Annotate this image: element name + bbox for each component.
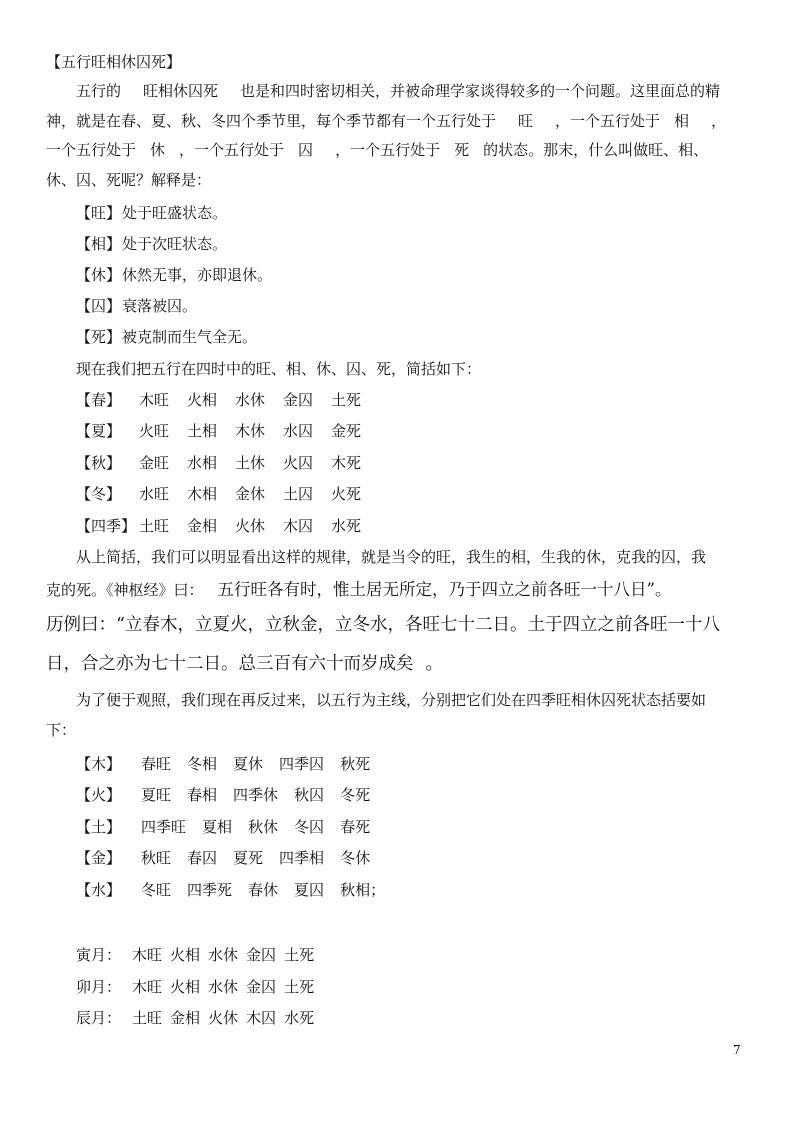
rule-text: 。 <box>425 654 443 674</box>
season-key: 【夏】 <box>76 422 122 440</box>
month-cell: 金囚 <box>246 946 277 964</box>
season-cell: 火旺 <box>139 422 170 440</box>
element-cell: 夏相 <box>202 817 233 836</box>
seasons-table <box>46 385 746 543</box>
season-cell: 金相 <box>187 516 218 535</box>
rule-text: 克的死。《神枢经》曰： <box>46 581 204 599</box>
season-cell: 火休 <box>235 516 266 535</box>
season-cell: 木相 <box>187 485 218 503</box>
element-cell: 冬囚 <box>294 817 325 836</box>
elements-intro <box>46 684 746 746</box>
definition-row <box>46 291 746 322</box>
rule-quote: 五行旺各有时，惟土居无所定，乃于四立之前各旺一十八日”。 <box>217 580 672 599</box>
season-cell: 木囚 <box>283 516 314 535</box>
intro-line-1 <box>46 77 746 107</box>
elements-intro-line-1: 为了便于观照，我们现在再反过来，以五行为主线，分别把它们处在四季旺相休囚死状态括要如 <box>76 691 707 709</box>
month-cell: 木旺 <box>132 977 163 996</box>
intro-text: 神，就是在春、夏、秋、冬四个季节里，每个季节都有一个五行处于 <box>46 111 497 130</box>
element-cell: 四季囚 <box>279 754 325 773</box>
intro-text: 的状态。那末，什么叫做旺、相、 <box>483 141 709 159</box>
intro-text: 一个五行处于 <box>46 141 137 159</box>
season-cell: 水死 <box>331 516 362 535</box>
intro-text: ， <box>711 111 727 130</box>
season-cell: 土囚 <box>283 485 314 503</box>
rule-line-1: 从上简括，我们可以明显看出这样的规律，就是当令的旺，我生的相，生我的休，克我的囚，我 <box>76 548 707 566</box>
element-cell: 秋旺 <box>141 849 172 867</box>
element-row <box>46 843 746 875</box>
month-cell: 火休 <box>208 1009 239 1027</box>
document-page <box>46 48 746 1035</box>
intro-text: ，一个五行处于 <box>555 111 661 130</box>
season-row <box>46 416 746 448</box>
element-cell: 冬旺 <box>141 880 172 899</box>
season-cell: 木休 <box>235 422 266 440</box>
rule-text: 日，合之亦为七十二日。总三百有六十而岁成矣 <box>46 654 414 674</box>
intro-line-4: 休、囚、死呢？解释是： <box>46 170 212 189</box>
element-row <box>46 780 746 812</box>
season-key: 【秋】 <box>76 453 122 472</box>
element-cell: 冬相 <box>187 754 218 773</box>
element-cell: 四季死 <box>187 880 233 899</box>
season-row <box>46 448 746 480</box>
element-cell: 四季旺 <box>141 817 187 836</box>
season-cell: 金旺 <box>139 453 170 472</box>
definition-row <box>46 198 746 229</box>
element-cell: 四季相 <box>279 849 325 867</box>
season-cell: 金囚 <box>283 390 314 409</box>
seasons-intro: 现在我们把五行在四时中的旺、相、休、囚、死，简括如下： <box>76 360 482 378</box>
definition-key: 【相】 <box>76 235 122 253</box>
element-cell: 冬休 <box>340 849 371 867</box>
season-key: 【冬】 <box>76 485 122 503</box>
season-cell: 金死 <box>331 422 362 440</box>
element-cell: 春相 <box>187 786 218 804</box>
months-table <box>46 940 746 1035</box>
element-row <box>46 875 746 907</box>
month-cell: 水休 <box>208 946 239 964</box>
season-cell: 土旺 <box>139 516 170 535</box>
element-cell: 夏死 <box>233 849 264 867</box>
element-cell: 秋囚 <box>294 786 325 804</box>
element-key: 【木】 <box>76 754 122 773</box>
rule-line-3: 历例曰：“立春木，立夏火，立秋金，立冬水，各旺七十二日。土于四立之前各旺一十八 <box>46 615 720 635</box>
intro-text: 五行的 <box>76 82 122 100</box>
element-key: 【火】 <box>76 786 122 804</box>
page-number: 7 <box>733 1043 741 1057</box>
definition-text: 处于次旺状态。 <box>122 235 228 253</box>
element-key: 【土】 <box>76 817 122 836</box>
intro-term: 囚 <box>298 141 314 159</box>
definition-key: 【休】 <box>76 266 122 284</box>
definition-text: 被克制而生气全无。 <box>122 328 258 346</box>
month-cell: 水休 <box>208 977 239 996</box>
intro-term: 旺相休囚死 <box>143 82 219 100</box>
definition-row <box>46 260 746 291</box>
intro-line-3 <box>46 136 746 166</box>
season-row <box>46 479 746 511</box>
intro-line-2 <box>46 107 746 137</box>
intro-term: 休 <box>150 141 166 159</box>
month-row <box>46 972 746 1004</box>
season-cell: 木死 <box>331 453 362 472</box>
element-cell: 夏囚 <box>294 880 325 899</box>
elements-table <box>46 749 746 907</box>
season-cell: 木旺 <box>139 390 170 409</box>
element-cell: 春旺 <box>141 754 172 773</box>
intro-text: ，一个五行处于 <box>335 141 441 159</box>
element-row <box>46 749 746 781</box>
month-cell: 木囚 <box>246 1009 277 1027</box>
element-key: 【金】 <box>76 849 122 867</box>
element-cell: 冬死 <box>340 786 371 804</box>
month-row <box>46 1003 746 1035</box>
season-row <box>46 511 746 543</box>
rule-line-2 <box>46 572 746 606</box>
season-key: 【春】 <box>76 390 122 409</box>
month-cell: 土旺 <box>132 1009 163 1027</box>
element-cell: 四季休 <box>233 786 279 804</box>
season-cell: 水相 <box>187 453 218 472</box>
season-key: 【四季】 <box>76 516 137 535</box>
element-cell: 秋相； <box>340 880 386 899</box>
rule-paragraph <box>46 542 746 684</box>
season-cell: 火囚 <box>283 453 314 472</box>
definition-row <box>46 229 746 260</box>
definition-key: 【死】 <box>76 328 122 346</box>
intro-text: ，一个五行处于 <box>179 141 285 159</box>
season-cell: 土死 <box>331 390 362 409</box>
intro-text: 也是和四时密切相关，并被命理学家谈得较多的一个问题。这里面总的精 <box>240 82 721 100</box>
month-row <box>46 940 746 972</box>
season-cell: 金休 <box>235 485 266 503</box>
definition-text: 衰落被囚。 <box>122 297 198 315</box>
season-cell: 火死 <box>331 485 362 503</box>
element-cell: 春休 <box>248 880 279 899</box>
month-key: 寅月： <box>76 946 122 964</box>
season-cell: 水囚 <box>283 422 314 440</box>
element-cell: 夏旺 <box>141 786 172 804</box>
month-key: 辰月： <box>76 1009 122 1027</box>
element-cell: 春死 <box>340 817 371 836</box>
intro-term: 死 <box>454 141 470 159</box>
definition-text: 处于旺盛状态。 <box>122 204 228 222</box>
month-cell: 土死 <box>284 946 315 964</box>
intro-paragraph <box>46 77 746 195</box>
elements-intro-line-2: 下： <box>46 721 77 739</box>
element-cell: 秋休 <box>248 817 279 836</box>
element-cell: 秋死 <box>340 754 371 773</box>
season-cell: 土相 <box>187 422 218 440</box>
definition-text: 休然无事，亦即退休。 <box>122 266 273 284</box>
month-cell: 金囚 <box>246 977 277 996</box>
definition-row <box>46 322 746 353</box>
season-cell: 水休 <box>235 390 266 409</box>
definitions-list <box>46 198 746 353</box>
season-cell: 火相 <box>187 390 218 409</box>
season-cell: 土休 <box>235 453 266 472</box>
intro-term: 旺 <box>518 111 534 130</box>
month-cell: 木旺 <box>132 946 163 964</box>
month-cell: 土死 <box>284 977 315 996</box>
element-key: 【水】 <box>76 880 122 899</box>
intro-term: 相 <box>674 111 690 130</box>
month-key: 卯月： <box>76 977 122 996</box>
month-cell: 水死 <box>284 1009 315 1027</box>
element-cell: 春囚 <box>187 849 218 867</box>
month-cell: 金相 <box>170 1009 201 1027</box>
element-row <box>46 812 746 844</box>
rule-line-4 <box>46 644 746 684</box>
season-row <box>46 385 746 417</box>
season-cell: 水旺 <box>139 485 170 503</box>
month-cell: 火相 <box>170 946 201 964</box>
section-title: 【五行旺相休囚死】 <box>46 53 182 71</box>
definition-key: 【旺】 <box>76 204 122 222</box>
definition-key: 【囚】 <box>76 297 122 315</box>
month-cell: 火相 <box>170 977 201 996</box>
element-cell: 夏休 <box>233 754 264 773</box>
